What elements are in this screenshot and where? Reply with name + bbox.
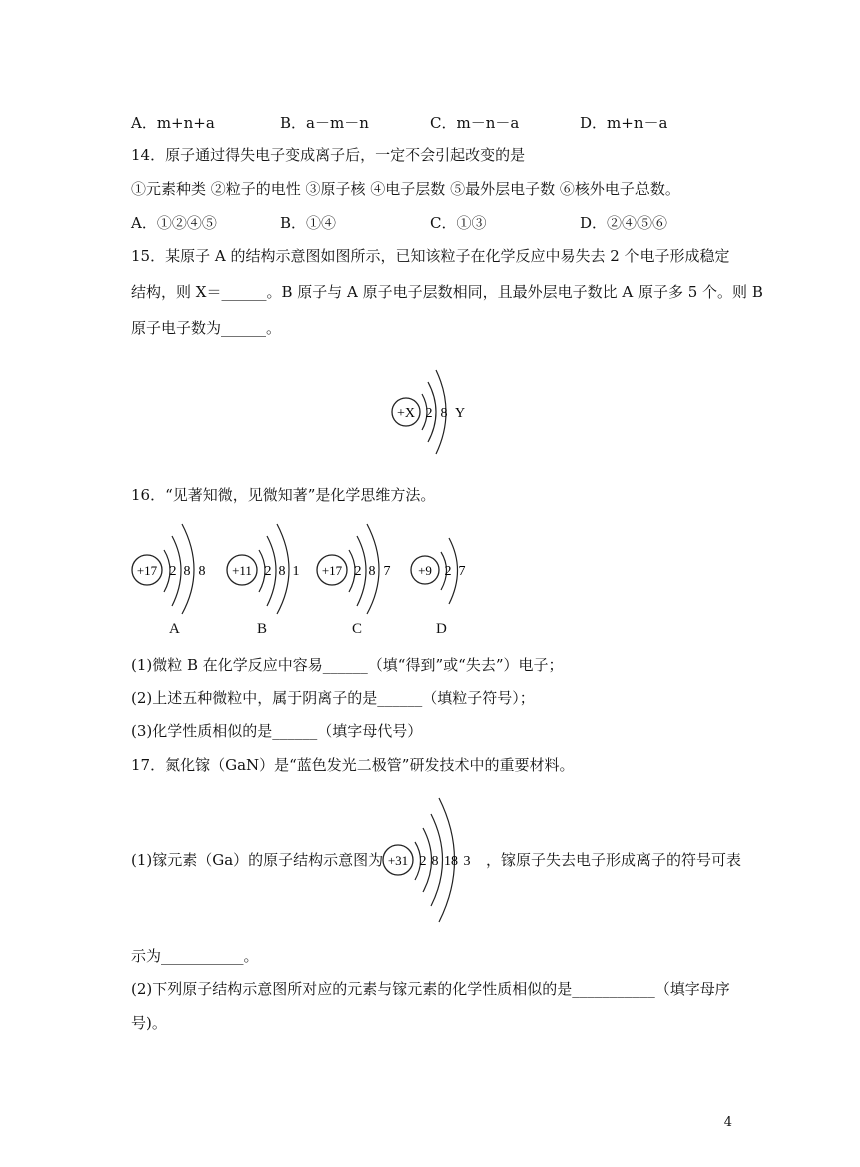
q17-shell-4: 3 bbox=[463, 854, 471, 869]
q14-stem: 14．原子通过得失电子变成离子后，一定不会引起改变的是 bbox=[131, 146, 526, 164]
q16-sub1: (1)微粒 B 在化学反应中容易______（填“得到”或“失去”）电子； bbox=[131, 656, 564, 674]
q13-option-b: B．a－m－n bbox=[280, 114, 369, 132]
q14-option-d: D．②④⑤⑥ bbox=[580, 214, 668, 232]
q17-stem: 17．氮化镓（GaN）是“蓝色发光二极管”研发技术中的重要材料。 bbox=[131, 756, 575, 774]
q16-c-nucleus: +17 bbox=[321, 563, 343, 578]
q16-diagram-c bbox=[315, 520, 405, 615]
q17-shell-1: 2 bbox=[419, 854, 427, 869]
q16-a-shell-2: 8 bbox=[183, 564, 191, 579]
q13-option-c: C．m－n－a bbox=[430, 114, 520, 132]
q15-shell-2: 8 bbox=[440, 406, 448, 421]
page-number: 4 bbox=[723, 1115, 732, 1130]
q16-b-nucleus: +11 bbox=[232, 563, 252, 578]
q16-label-b: B bbox=[257, 621, 268, 637]
q16-label-a: A bbox=[169, 621, 180, 637]
q16-c-shell-3: 7 bbox=[383, 564, 391, 579]
q16-stem: 16．“见著知微，见微知著”是化学思维方法。 bbox=[131, 486, 436, 504]
q15-line2: 结构，则 X＝______。B 原子与 A 原子电子层数相同，且最外层电子数比 A 原子多 5 个。则 B bbox=[131, 283, 763, 301]
q16-a-nucleus: +17 bbox=[136, 563, 158, 578]
q17-sub1-cont: 示为___________。 bbox=[131, 947, 259, 965]
q14-option-a: A．①②④⑤ bbox=[131, 214, 217, 232]
q16-sub2: (2)上述五种微粒中，属于阴离子的是______（填粒子符号）； bbox=[131, 689, 535, 707]
q16-b-shell-3: 1 bbox=[292, 564, 300, 579]
q16-c-shell-2: 8 bbox=[368, 564, 376, 579]
q17-sub2-line2: 号)。 bbox=[131, 1014, 167, 1032]
q14-option-b: B．①④ bbox=[280, 214, 337, 232]
q16-a-shell-3: 8 bbox=[198, 564, 206, 579]
q16-d-shell-2: 7 bbox=[458, 564, 466, 579]
q16-label-c: C bbox=[352, 621, 363, 637]
q16-c-shell-1: 2 bbox=[354, 564, 362, 579]
q16-a-shell-1: 2 bbox=[169, 564, 177, 579]
q15-shell-1: 2 bbox=[425, 406, 433, 421]
q15-nucleus: +X bbox=[396, 406, 416, 421]
q14-option-c: C．①③ bbox=[430, 214, 487, 232]
q16-diagram-a bbox=[130, 520, 220, 615]
q17-sub1-before: (1)镓元素（Ga）的原子结构示意图为 bbox=[131, 851, 384, 869]
q16-b-shell-1: 2 bbox=[264, 564, 272, 579]
q13-option-d: D．m+n－a bbox=[580, 114, 668, 132]
q16-d-shell-1: 2 bbox=[444, 564, 452, 579]
q16-diagram-b bbox=[225, 520, 315, 615]
q17-sub1-after: ，镓原子失去电子形成离子的符号可表 bbox=[486, 851, 742, 869]
q15-atom-diagram bbox=[388, 362, 478, 462]
q16-b-shell-2: 8 bbox=[278, 564, 286, 579]
q16-d-nucleus: +9 bbox=[418, 563, 432, 578]
q15-shell-3: Y bbox=[454, 406, 466, 421]
q13-option-a: A．m+n+a bbox=[131, 114, 215, 132]
q17-nucleus: +31 bbox=[387, 853, 409, 868]
q14-items: ①元素种类 ②粒子的电性 ③原子核 ④电子层数 ⑤最外层电子数 ⑥核外电子总数。 bbox=[131, 180, 680, 198]
q16-sub3: (3)化学性质相似的是______（填字母代号） bbox=[131, 722, 423, 740]
q17-ga-atom-diagram bbox=[380, 792, 485, 927]
q17-shell-2: 8 bbox=[431, 854, 439, 869]
q16-diagram-d bbox=[410, 530, 485, 610]
q17-shell-3: 18 bbox=[444, 854, 458, 869]
q15-line3: 原子电子数为______。 bbox=[131, 319, 282, 337]
q17-sub2-line1: (2)下列原子结构示意图所对应的元素与镓元素的化学性质相似的是___________（填字母序 bbox=[131, 980, 730, 998]
q15-line1: 15．某原子 A 的结构示意图如图所示，已知该粒子在化学反应中易失去 2 个电子形成稳定 bbox=[131, 247, 730, 265]
q16-label-d: D bbox=[436, 621, 447, 637]
